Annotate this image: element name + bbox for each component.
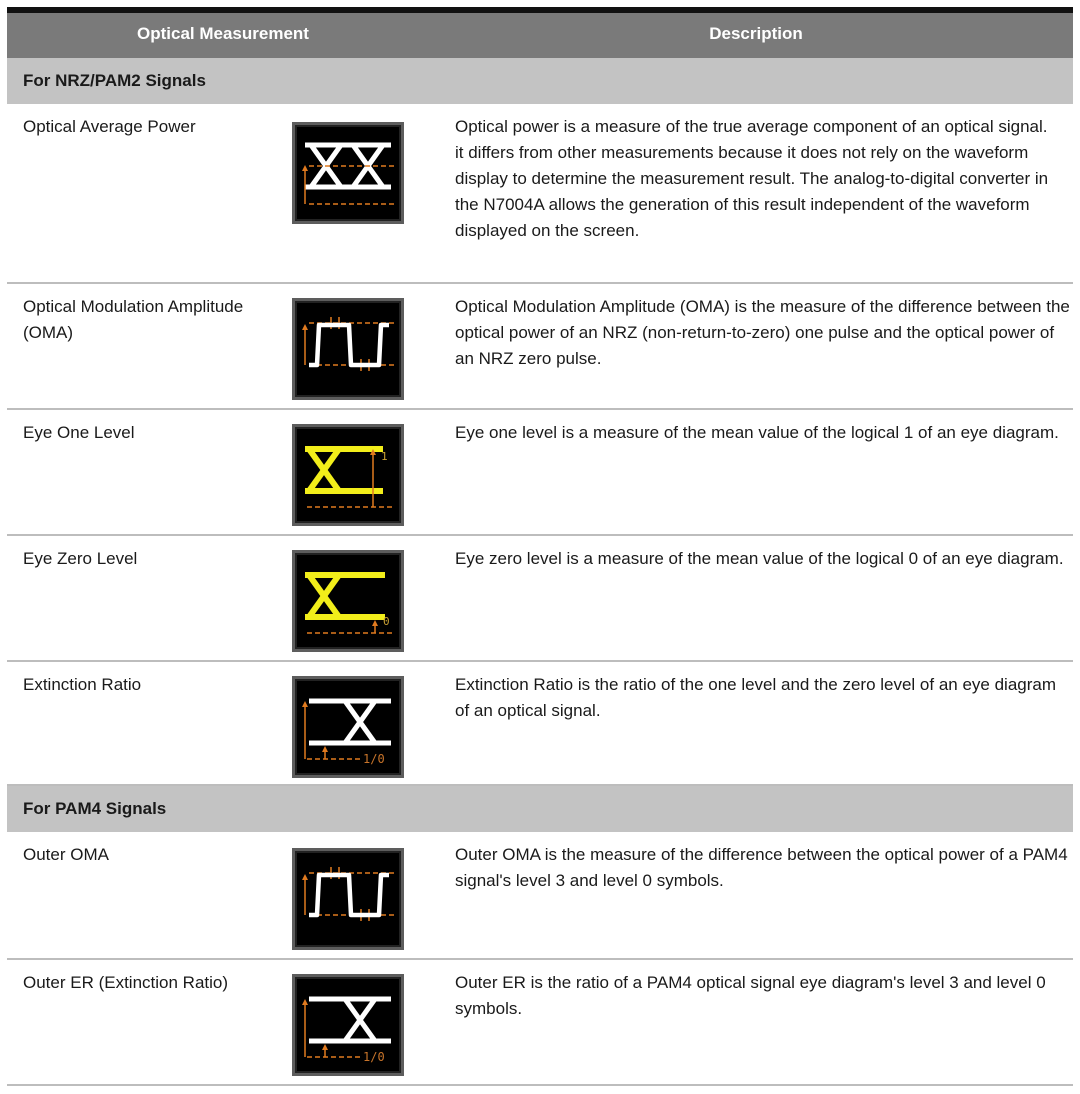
measurement-name: Extinction Ratio	[23, 675, 142, 694]
measurement-name: Optical Average Power	[23, 117, 196, 136]
measurement-name: Optical Modulation Amplitude (OMA)	[23, 297, 244, 342]
table-row	[7, 284, 1073, 410]
table-row	[7, 662, 1073, 786]
measurement-description: Eye one level is a measure of the mean value of the logical 1 of an eye diagram.	[455, 423, 1059, 442]
measurement-description: Optical Modulation Amplitude (OMA) is the measure of the difference between the optical power of an NRZ (non-return-to-zero) one pulse and the optical power of an NRZ zero pulse.	[455, 297, 1070, 368]
measurement-name: Eye One Level	[23, 423, 135, 442]
table-row	[7, 410, 1073, 536]
outer-er-icon	[292, 974, 404, 1076]
header-measurement: Optical Measurement	[137, 24, 309, 43]
icon-ratio-label: 1/0	[363, 752, 385, 766]
section-nrz-pam2	[7, 58, 1073, 104]
average-power-eye-icon	[292, 122, 404, 224]
section-title: For PAM4 Signals	[23, 799, 167, 818]
table-header	[7, 13, 1073, 58]
outer-oma-pulse-icon	[292, 848, 404, 950]
table-row	[7, 960, 1073, 1086]
measurement-description: Outer OMA is the measure of the difference between the optical power of a PAM4 signal's level 3 and level 0 symbols.	[455, 845, 1068, 890]
measurement-name: Outer ER (Extinction Ratio)	[23, 973, 229, 992]
extinction-ratio-icon	[292, 676, 404, 778]
oma-pulse-icon	[292, 298, 404, 400]
table-row	[7, 104, 1073, 284]
eye-one-level-icon	[292, 424, 404, 526]
measurement-name: Outer OMA	[23, 845, 109, 864]
measurement-description: Extinction Ratio is the ratio of the one level and the zero level of an eye diagram of an optical signal.	[455, 675, 1057, 720]
section-pam4	[7, 786, 1073, 832]
measurement-name: Eye Zero Level	[23, 549, 138, 568]
measurement-description: Outer ER is the ratio of a PAM4 optical signal eye diagram's level 3 and level 0 symbols.	[455, 973, 1046, 1018]
header-description: Description	[709, 24, 803, 43]
table-row	[7, 536, 1073, 662]
measurement-description: Eye zero level is a measure of the mean value of the logical 0 of an eye diagram.	[455, 549, 1064, 568]
icon-ratio-label: 1/0	[363, 1050, 385, 1064]
section-title: For NRZ/PAM2 Signals	[23, 71, 206, 90]
icon-level-label: 1	[381, 450, 388, 463]
icon-level-label: 0	[383, 615, 390, 628]
measurement-description: Optical power is a measure of the true average component of an optical signal. it differs from other measurements because it does not rely on the waveform display to determine the measurement result. The analog-to-digital converter in the N7004A allows the generation of this result independent of the waveform displayed on the screen.	[455, 117, 1049, 240]
table-row	[7, 832, 1073, 960]
eye-zero-level-icon	[292, 550, 404, 652]
